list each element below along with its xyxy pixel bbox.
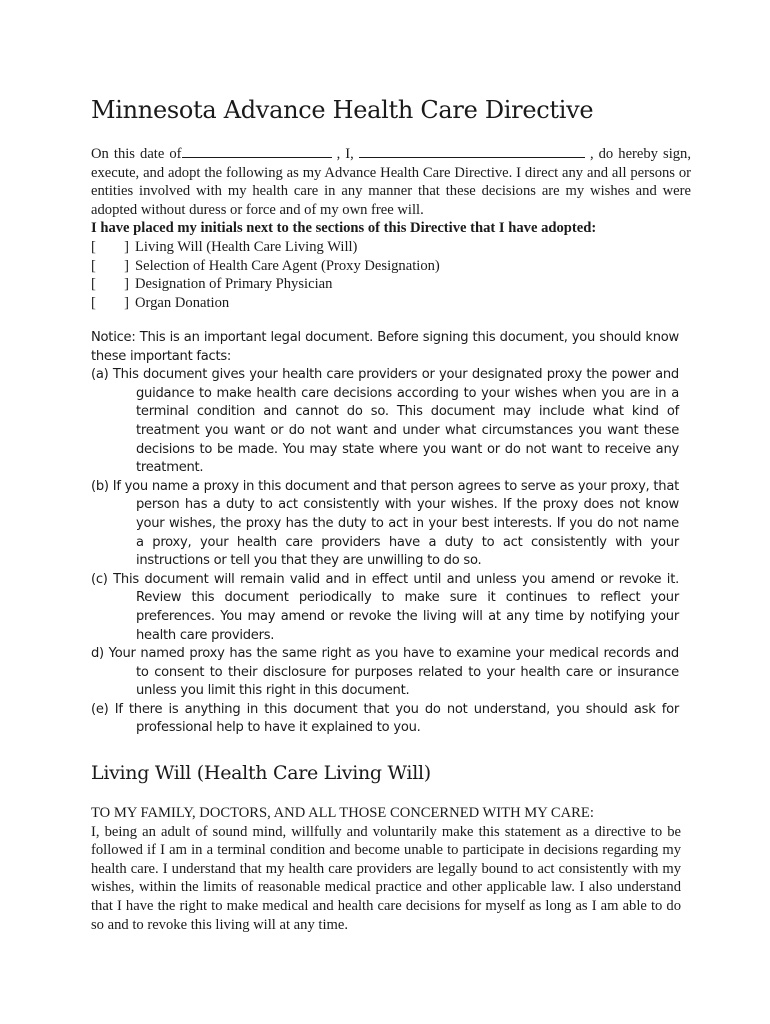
notice-intro: Notice: This is an important legal document. Before signing this document, you should know these important facts: — [91, 330, 679, 364]
notice-section — [91, 329, 679, 738]
checklist-item — [91, 257, 691, 276]
notice-item: (a) This document gives your health care providers or your designated proxy the power and guidance to make health care decisions according to your wishes when you are in a terminal condition and cannot do so. This document may include what kind of treatment you want or do not want and under what circumstances you want these decisions to be made. You may state where you want or do not want to receive any treatment. — [91, 367, 679, 476]
checklist-item — [91, 238, 691, 257]
notice-item: (b) If you name a proxy in this document and that person agrees to serve as your proxy, that person has a duty to act consistently with your wishes. If the proxy does not know your wishes, the proxy has the duty to act in your best interests. If you do not name a proxy, your health care providers have a duty to act consistently with your instructions or tell you that they are unwilling to do so. — [91, 478, 679, 569]
notice-item: (c) This document will remain valid and in effect until and unless you amend or revoke it. Review this document periodically to make sure it continues to reflect your preferences. You may amend or revoke the living will at any time by notifying your health care providers. — [91, 571, 679, 643]
initials-instruction: I have placed my initials next to the sections of this Directive that I have adopted: — [91, 220, 597, 237]
living-will-body: I, being an adult of sound mind, willfully and voluntarily make this statement as a directive to be followed if I am in a terminal condition and become unable to participate in decisions regarding my health care. I understand that my health care providers are legally bound to act consistently with my wishes, within the limits of reasonable medical practice and other applicable law. I also understand that I have the right to make medical and health care decisions for myself as long as I am able to do so and to revoke this living will at any time. — [91, 823, 681, 933]
checklist-label: Organ Donation — [135, 294, 230, 311]
initials-box: [ ] — [91, 276, 129, 293]
living-will-heading: Living Will (Health Care Living Will) — [91, 762, 431, 784]
checklist-label: Designation of Primary Physician — [135, 276, 333, 293]
initials-box: [ ] — [91, 294, 129, 311]
initials-box: [ ] — [91, 238, 129, 255]
living-will-section — [91, 804, 681, 934]
document-title: Minnesota Advance Health Care Directive — [91, 96, 594, 124]
section-checklist — [91, 238, 691, 312]
checklist-item — [91, 294, 691, 313]
date-blank — [182, 144, 332, 158]
checklist-item — [91, 275, 691, 294]
name-blank — [359, 144, 585, 158]
living-will-salutation: TO MY FAMILY, DOCTORS, AND ALL THOSE CONCERNED WITH MY CARE: — [91, 805, 594, 821]
date-suffix: , I, — [336, 146, 354, 162]
initials-box: [ ] — [91, 257, 129, 274]
intro-paragraph — [91, 144, 691, 219]
date-prefix: On this date of — [91, 146, 182, 162]
checklist-label: Selection of Health Care Agent (Proxy Designation) — [135, 257, 440, 274]
notice-item: d) Your named proxy has the same right as you have to examine your medical records and to consent to their disclosure for purposes related to your health care or insurance unless you limit this right in this document. — [91, 646, 679, 699]
checklist-label: Living Will (Health Care Living Will) — [135, 238, 358, 255]
notice-list — [91, 366, 679, 738]
intro-continuation: execute, and adopt the following as my Advance Health Care Directive. I direct any and all persons or entities involved with my health care in any manner that these decisions are my wishes and were adopted without duress or force and of my own free will. — [91, 164, 691, 218]
notice-item: (e) If there is anything in this document that you do not understand, you should ask for professional help to have it explained to you. — [91, 701, 679, 736]
intro-section — [91, 144, 691, 312]
name-suffix: , do hereby sign, — [589, 146, 692, 162]
